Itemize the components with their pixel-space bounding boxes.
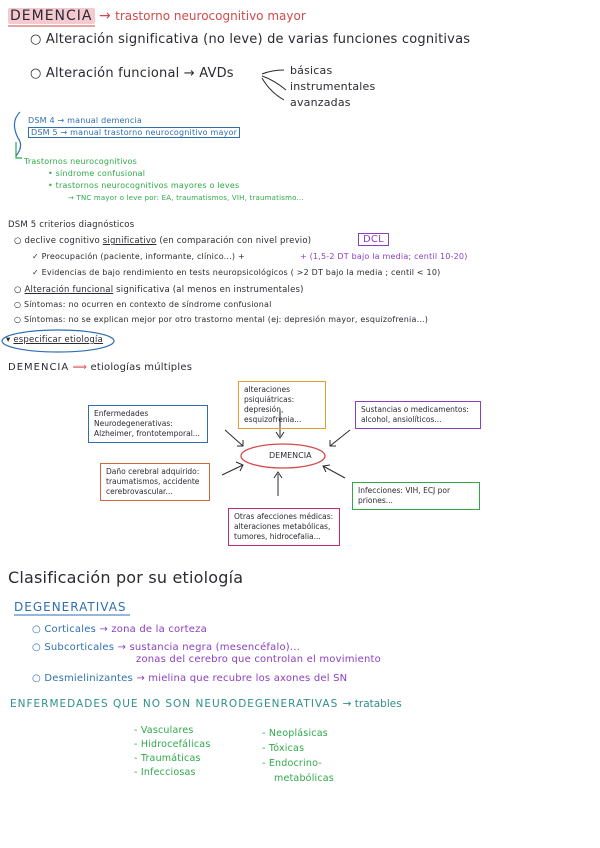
box-infections: Infecciones: VIH, ECJ por priones... xyxy=(352,482,480,510)
title-definition: trastorno neurocognitivo mayor xyxy=(115,9,306,23)
criteria-1a: ✓ Preocupación (paciente, informante, clínico...) + xyxy=(32,252,245,261)
specify-etiology: ▾ especificar etiología xyxy=(6,335,103,345)
criteria-4: ○ Síntomas: no se explican mejor por otro trastorno mental (ej: depresión mayor, esquizofrenia...) xyxy=(14,315,429,324)
list-item: - Tóxicas xyxy=(262,743,305,754)
avds-basicas: básicas xyxy=(290,64,333,77)
criteria-1a-note: + (1,5-2 DT bajo la media; centil 10-20) xyxy=(300,252,468,261)
degen-heading: DEGENERATIVAS xyxy=(14,600,127,614)
tnc-sub: → TNC mayor o leve por: EA, traumatismos, VIH, traumatismo... xyxy=(68,194,304,202)
dcl-badge: DCL xyxy=(358,233,389,246)
list-item: metabólicas xyxy=(274,773,334,784)
box-other-conditions: Otras afecciones médicas: alteraciones metabólicas, tumores, hidrocefalia... xyxy=(228,508,340,546)
tnc-title: Trastornos neurocognitivos xyxy=(24,157,138,166)
box-neurodegenerative: Enfermedades Neurodegenerativas: Alzheimer, frontotemporal... xyxy=(88,405,208,443)
list-item: - Endocrino- xyxy=(262,758,322,769)
diagram-heading: DEMENCIA ⟹ etiologías múltiples xyxy=(8,362,193,373)
arrow-left-top xyxy=(225,430,243,446)
demyel-line: ○ Desmielinizantes → mielina que recubre los axones del SN xyxy=(32,673,348,684)
list-item: - Infecciosas xyxy=(134,767,196,778)
bullet-alteracion-funcional: ○ Alteración funcional → AVDs xyxy=(30,66,234,81)
avds-avanzadas: avanzadas xyxy=(290,96,351,109)
classification-title: Clasificación por su etiología xyxy=(8,568,244,587)
criteria-1b: ✓ Evidencias de bajo rendimiento en tests neuropsicológicos ( >2 DT bajo la media ; centil < 10) xyxy=(32,268,441,277)
tnc-item-mayores: • trastornos neurocognitivos mayores o leves xyxy=(48,181,240,190)
list-item: - Neoplásicas xyxy=(262,728,328,739)
box-psychiatric: alteraciones psiquiátricas: depresión, esquizofrenia... xyxy=(238,381,326,429)
arrow-left-bottom xyxy=(222,465,243,475)
avds-instrumentales: instrumentales xyxy=(290,80,376,93)
list-item: - Hidrocefálicas xyxy=(134,739,211,750)
criteria-3: ○ Síntomas: no ocurren en contexto de síndrome confusional xyxy=(14,300,272,309)
subcortical-line: ○ Subcorticales → sustancia negra (mesencéfalo)... xyxy=(32,642,301,653)
nondegen-heading: ENFERMEDADES QUE NO SON NEURODEGENERATIVAS → tratables xyxy=(10,698,402,710)
list-item: - Vasculares xyxy=(134,725,194,736)
criteria-1: ○ declive cognitivo significativo (en comparación con nivel previo) xyxy=(14,236,312,246)
nondegen-right-list xyxy=(262,726,334,786)
dsm5-line: DSM 5 → manual trastorno neurocognitivo mayor xyxy=(28,128,240,137)
arrow-right-top xyxy=(330,430,350,446)
title-word: DEMENCIA xyxy=(10,8,93,24)
nondegen-left-list xyxy=(134,724,210,780)
criteria-heading: DSM 5 criterios diagnósticos xyxy=(8,220,135,230)
avds-arrow-1 xyxy=(262,70,284,74)
arrow-right-bottom xyxy=(323,466,345,478)
list-item: - Traumáticas xyxy=(134,753,201,764)
page-title xyxy=(8,8,306,24)
bullet-alteracion-significativa: ○ Alteración significativa (no leve) de varias funciones cognitivas xyxy=(30,32,471,47)
cortical-line: ○ Corticales → zona de la corteza xyxy=(32,624,207,635)
criteria-2: ○ Alteración funcional significativa (al menos en instrumentales) xyxy=(14,285,304,295)
center-node: DEMENCIA xyxy=(269,451,312,460)
title-arrow: → xyxy=(98,8,111,24)
dsm-bracket xyxy=(14,112,20,156)
subcortical-desc2: zonas del cerebro que controlan el movimiento xyxy=(136,654,381,665)
box-substances: Sustancias o medicamentos: alcohol, ansiolíticos... xyxy=(355,401,481,429)
box-brain-damage: Daño cerebral adquirido: traumatismos, accidente cerebrovascular... xyxy=(100,463,210,501)
dsm4-line: DSM 4 → manual demencia xyxy=(28,116,142,125)
tnc-item-confusional: • síndrome confusional xyxy=(48,169,146,178)
